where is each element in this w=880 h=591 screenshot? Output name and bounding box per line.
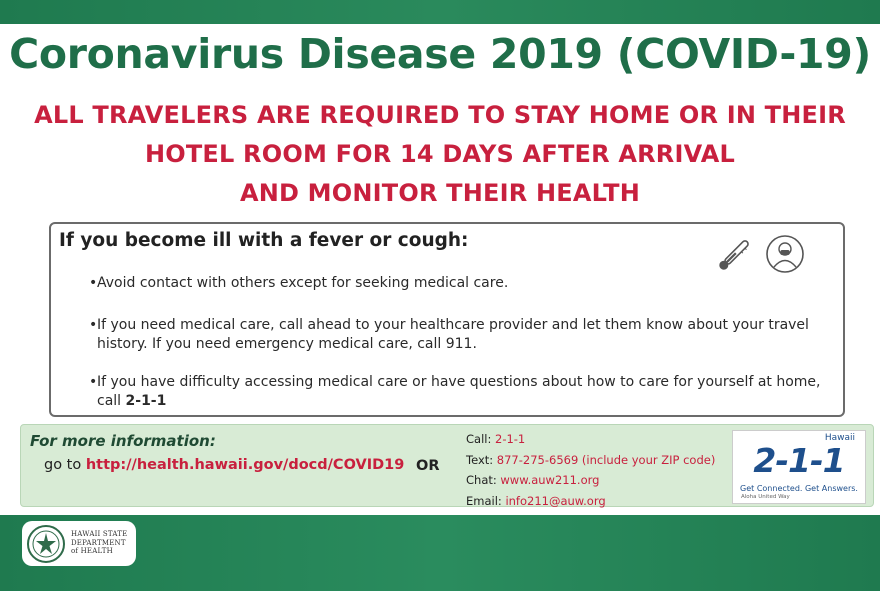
travel-notice: [0, 96, 880, 213]
more-info-heading: For more information:: [30, 432, 216, 450]
goto-line: [44, 457, 404, 473]
travel-notice-line-1: ALL TRAVELERS ARE REQUIRED TO STAY HOME OR IN THEIR: [34, 101, 846, 129]
doh-line-2: DEPARTMENT: [71, 538, 126, 547]
contact-call: [466, 429, 715, 450]
chat-value[interactable]: www.auw211.org: [500, 473, 600, 487]
doh-wordmark: [71, 530, 127, 556]
text-label: Text:: [466, 452, 494, 467]
chat-label: Chat:: [466, 473, 497, 487]
logo-211-sponsor: Aloha United Way: [741, 494, 790, 500]
bullet-avoid-contact-text: Avoid contact with others except for seeking medical care.: [97, 275, 509, 291]
contact-list: [466, 429, 715, 511]
logo-211-region: Hawaii: [824, 433, 855, 443]
illness-guidance-box: [49, 222, 845, 417]
illness-heading: If you become ill with a fever or cough:: [59, 230, 469, 251]
text-value[interactable]: 877-275-6569 (include your ZIP code): [496, 452, 716, 467]
bullet-difficulty-access: • If you have difficulty accessing medical care or have questions about how to care for yourself at home, call 2-1-1: [89, 374, 821, 409]
contact-text: [466, 450, 715, 471]
goto-prefix: go to: [44, 457, 82, 473]
call-211-number: 2-1-1: [125, 393, 167, 409]
travel-notice-line-2: HOTEL ROOM FOR 14 DAYS AFTER ARRIVAL: [144, 140, 736, 168]
logo-211-tagline: Get Connected. Get Answers.: [740, 484, 858, 493]
call-value[interactable]: 2-1-1: [495, 432, 526, 446]
doh-line-3: of HEALTH: [71, 547, 113, 555]
email-label: Email:: [466, 493, 502, 508]
hawaii-211-logo: [732, 430, 866, 504]
top-green-band: [0, 0, 880, 24]
health-website-link[interactable]: http://health.hawaii.gov/docd/COVID19: [85, 457, 405, 473]
doh-seal-icon: [26, 524, 66, 564]
email-value[interactable]: info211@auw.org: [505, 493, 606, 508]
contact-chat: [466, 470, 715, 491]
doh-line-1: HAWAII STATE: [71, 530, 128, 538]
page-title: Coronavirus Disease 2019 (COVID-19): [9, 30, 871, 78]
masked-person-icon: [765, 234, 805, 274]
hawaii-doh-logo: [22, 521, 136, 566]
bullet-difficulty-access-text: If you have difficulty accessing medical care or have questions about how to care for yourself at home, call: [97, 374, 821, 409]
thermometer-icon: [713, 238, 753, 274]
or-separator: OR: [416, 458, 440, 474]
more-info-panel: [20, 424, 874, 507]
call-label: Call:: [466, 432, 492, 446]
bullet-medical-care-text: If you need medical care, call ahead to your healthcare provider and let them know about your travel history. If you need emergency medical care, call 911.: [97, 317, 809, 352]
logo-211-number: 2-1-1: [753, 441, 845, 480]
bullet-medical-care: • If you need medical care, call ahead to your healthcare provider and let them know about your travel history. If you need emergency medical care, call 911.: [89, 317, 809, 352]
travel-notice-line-3: AND MONITOR THEIR HEALTH: [239, 179, 641, 207]
bullet-avoid-contact: • Avoid contact with others except for seeking medical care.: [89, 275, 509, 291]
contact-email: [466, 491, 715, 512]
